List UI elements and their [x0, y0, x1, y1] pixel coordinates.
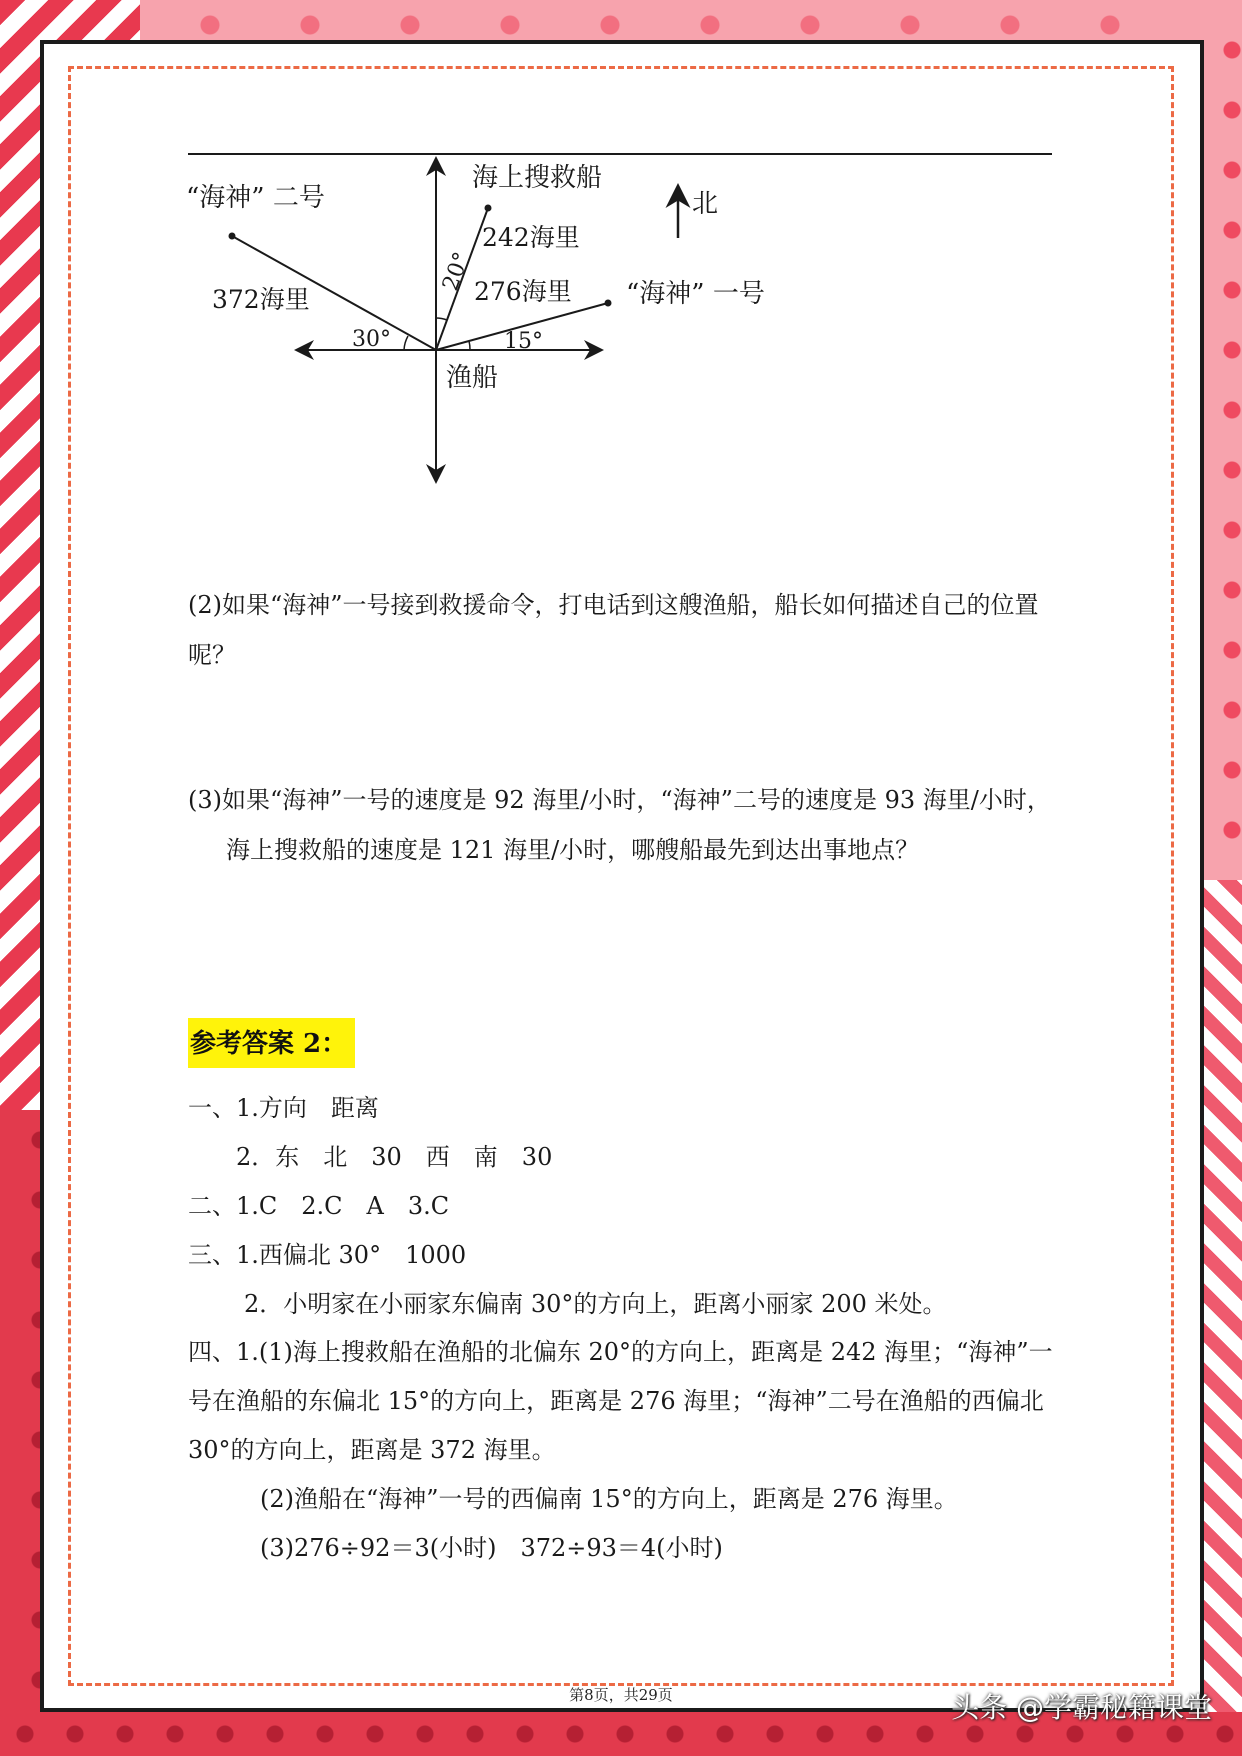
arc-30	[404, 336, 408, 350]
label-fishing-boat: 渔船	[446, 363, 499, 393]
direction-diagram	[180, 140, 1060, 500]
label-north: 北	[692, 189, 719, 219]
label-haishen2: “海神” 二号	[186, 183, 325, 213]
label-angle-30: 30°	[352, 327, 391, 352]
answer-1-2: 2．东 北 30 西 南 30	[236, 1143, 553, 1171]
label-haishen1: “海神” 一号	[626, 279, 765, 309]
point-haishen1	[605, 300, 612, 307]
answer-2: 二、1.C 2.C A 3.C	[188, 1192, 450, 1220]
question-2	[188, 580, 1058, 680]
question-2-line2: 呢？	[188, 641, 236, 669]
label-dist-242: 242海里	[482, 223, 580, 252]
answer-4-2: (2)渔船在“海神”一号的西偏南 15°的方向上，距离是 276 海里。	[260, 1485, 958, 1513]
answer-4-3: (3)276÷92＝3(小时) 372÷93＝4(小时)	[260, 1534, 723, 1562]
answer-title: 参考答案 2：	[188, 1018, 355, 1068]
arc-15	[469, 341, 470, 350]
answer-3-2: 2．小明家在小丽家东偏南 30°的方向上，距离小丽家 200 米处。	[244, 1290, 947, 1318]
answer-3-1: 三、1.西偏北 30° 1000	[188, 1241, 467, 1269]
point-search-ship	[485, 205, 492, 212]
label-angle-20: 20°	[438, 248, 475, 295]
question-3	[188, 775, 1058, 875]
answer-4-1: 四、1.(1)海上搜救船在渔船的北偏东 20°的方向上，距离是 242 海里；“海神”一号在渔船的东偏北 15°的方向上，距离是 276 海里；“海神”二号在渔船的西偏北 30°的方向上，距离是 372 海里。	[188, 1338, 1053, 1464]
arc-20	[436, 318, 447, 320]
diagram-svg	[180, 140, 1060, 500]
watermark: 头条 @学霸秘籍课堂	[951, 1691, 1212, 1724]
label-dist-372: 372海里	[212, 285, 310, 314]
label-dist-276: 276海里	[474, 277, 572, 306]
question-3-line1: (3)如果“海神”一号的速度是 92 海里/小时，“海神”二号的速度是 93 海里/小时，	[188, 786, 1051, 814]
question-2-line1: (2)如果“海神”一号接到救援命令，打电话到这艘渔船，船长如何描述自己的位置	[188, 591, 1039, 619]
question-3-line2: 海上搜救船的速度是 121 海里/小时，哪艘船最先到达出事地点？	[226, 836, 920, 864]
answer-1-1: 一、1.方向 距离	[188, 1094, 379, 1122]
page-footer: 第8页，共29页	[569, 1686, 673, 1704]
point-haishen2	[229, 233, 236, 240]
label-angle-15: 15°	[504, 329, 543, 354]
label-search-ship: 海上搜救船	[472, 163, 603, 193]
